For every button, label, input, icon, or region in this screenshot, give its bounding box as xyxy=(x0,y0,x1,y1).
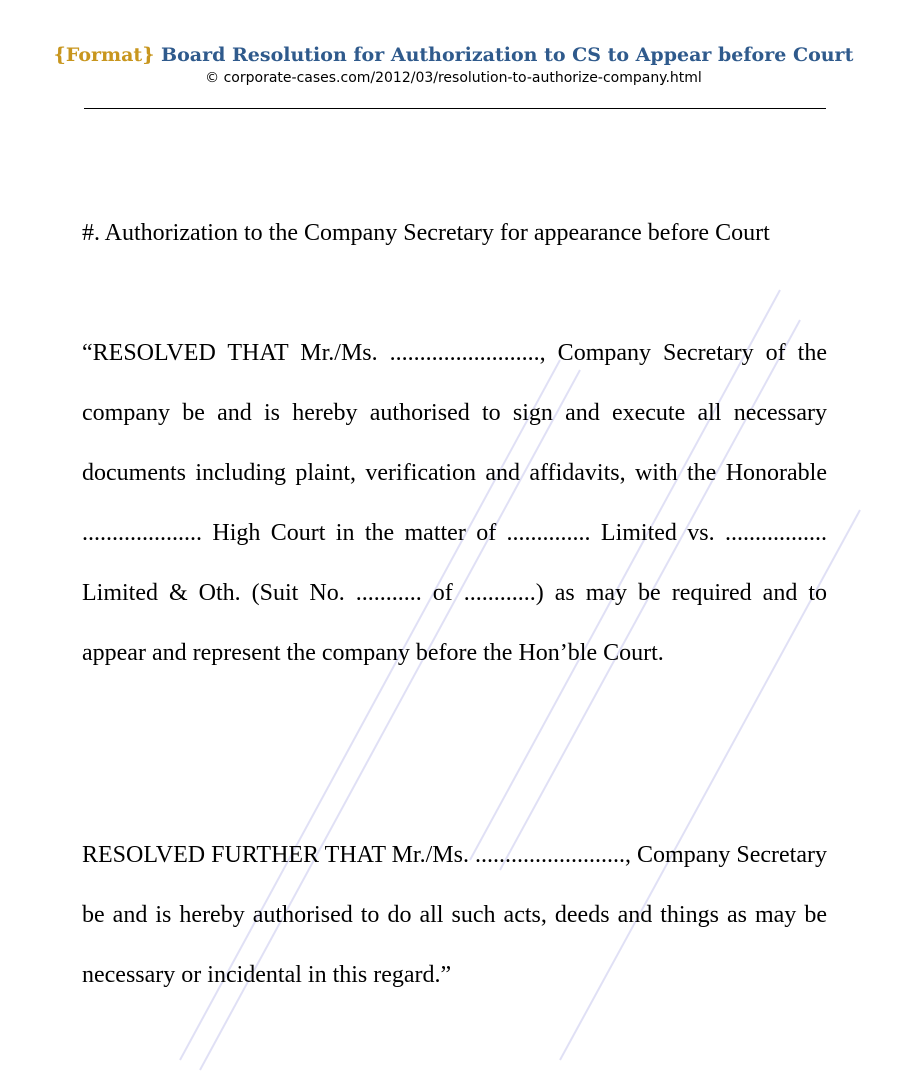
header-title: Board Resolution for Authorization to CS to Appear before Court xyxy=(161,44,854,66)
header-title-line xyxy=(0,42,907,68)
resolution-paragraph-2: RESOLVED FURTHER THAT Mr./Ms. ........................., Company Secretary be and is hereby authorised to do all such acts, deeds and things as may be necessary or incidental in this regard.” xyxy=(82,842,827,988)
source-url: © corporate-cases.com/2012/03/resolution-to-authorize-company.html xyxy=(205,70,702,86)
format-tag: {Format} xyxy=(53,44,155,66)
section-heading: #. Authorization to the Company Secretary for appearance before Court xyxy=(82,220,770,246)
resolution-paragraph-1: “RESOLVED THAT Mr./Ms. ........................., Company Secretary of the company be and is hereby authorised to sign and execute all necessary documents including plaint, verification and affidavits, with the Honorable .................... High Court in the matter of .............. Limited vs. ................. Limited & Oth. (Suit No. ........... of ............) as may be required and to appear and represent the company before the Hon’ble Court. xyxy=(82,340,827,666)
header-divider xyxy=(84,108,826,109)
document-header xyxy=(0,42,907,87)
